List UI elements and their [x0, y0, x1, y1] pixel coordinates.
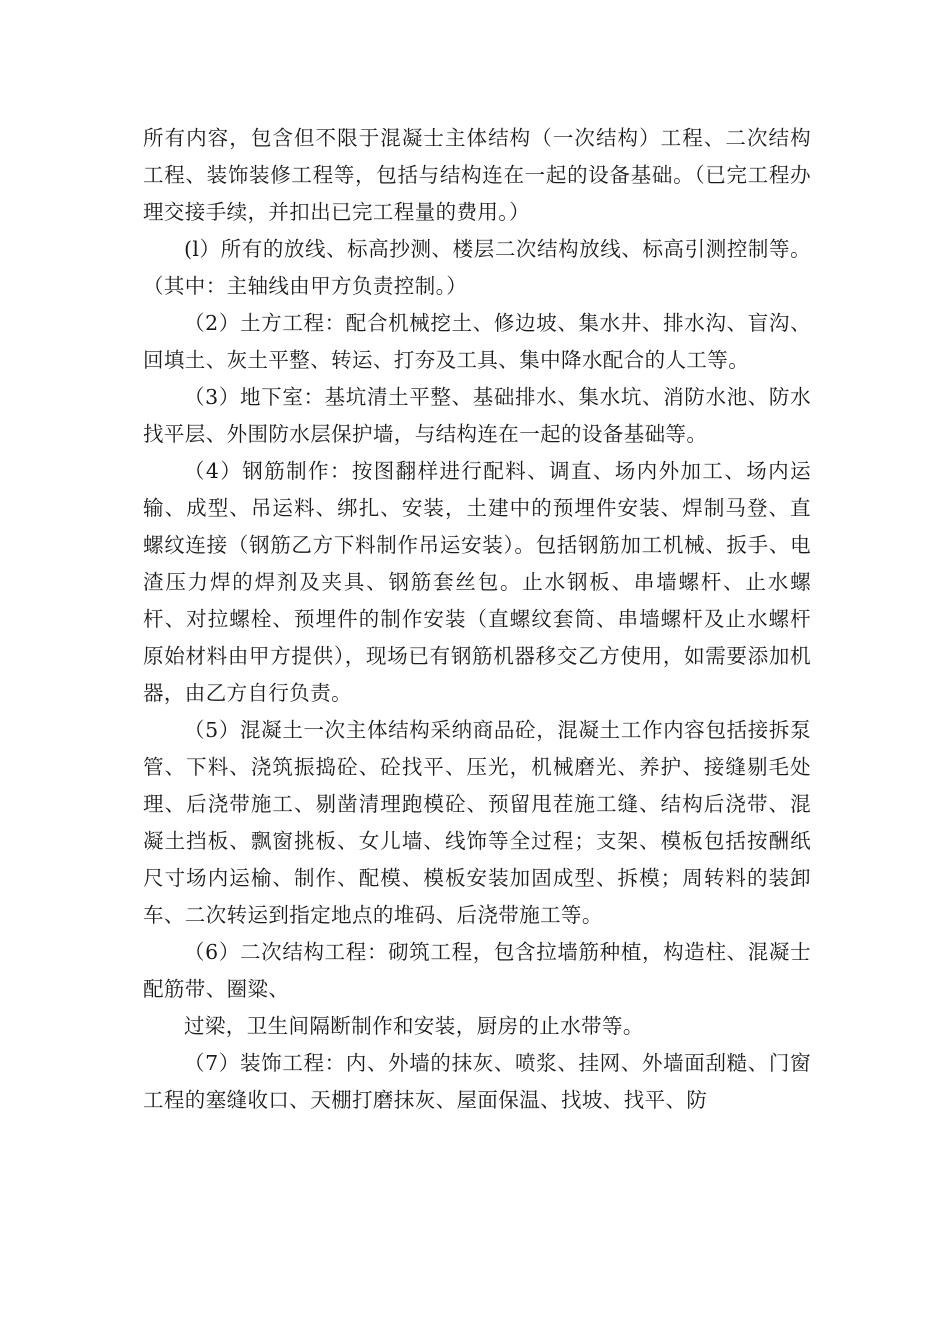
paragraph-item-4-rebar: （4）钢筋制作：按图翻样进行配料、调直、场内外加工、场内运输、成型、吊运料、绑扎、安装，土建中的预埋件安装、焊制马登、直螺纹连接（钢筋乙方下料制作吊运安装）。包括钢筋加工机械、扳手、电渣压力焊的焊剂及夹具、钢筋套丝包。止水钢板、串墙螺杆、止水螺杆、对拉螺栓、预埋件的制作安装（直螺纹套筒、串墙螺杆及止水螺杆原始材料由甲方提供），现场已有钢筋机器移交乙方使用，如需要添加机器，由乙方自行负责。	[143, 459, 811, 705]
document-body	[143, 120, 811, 1119]
paragraph-item-7-decoration: （7）装饰工程：内、外墙的抹灰、喷浆、挂网、外墙面刮糙、门窗工程的塞缝收口、天棚打磨抹灰、屋面保温、找坡、找平、防	[143, 1051, 811, 1112]
paragraph-item-6-continued: 过梁，卫生间隔断制作和安装，厨房的止水带等。	[184, 1014, 644, 1038]
paragraph-item-2-earthwork: （2）土方工程：配合机械挖土、修边坡、集水井、排水沟、盲沟、回填土、灰土平整、转运、打夯及工具、集中降水配合的人工等。	[143, 311, 811, 372]
paragraph-scope: 所有内容，包含但不限于混凝士主体结构（一次结构）工程、二次结构工程、装饰装修工程等，包括与结构连在一起的设备基础。（已完工程办理交接手续，并扣出已完工程量的费用。）	[143, 126, 811, 224]
paragraph-item-5-concrete: （5）混凝土一次主体结构采纳商品砼，混凝土工作内容包括接拆泵管、下料、浇筑振捣砼、砼找平、压光，机械磨光、养护、接缝剔毛处理、后浇带施工、剔凿清理跑模砼、预留甩茬施工缝、结构后浇带、混凝土挡板、飘窗挑板、女儿墙、线饰等全过程；支架、模板包括按酬纸尺寸场内运榆、制作、配模、模板安装加固成型、拆模；周转料的装卸车、二次转运到指定地点的堆码、后浇带施工等。	[143, 718, 811, 927]
paragraph-item-3-basement: （3）地下室：基坑清土平整、基础排水、集水坑、消防水池、防水找平层、外围防水层保护墙，与结构连在一起的设备基础等。	[143, 385, 811, 446]
paragraph-item-6-secondary-structure: （6）二次结构工程：砌筑工程，包含拉墙筋种植，构造柱、混凝士配筋带、圈粱、	[143, 940, 811, 1001]
paragraph-item-1-surveying: (l）所有的放线、标高抄测、楼层二次结构放线、标高引测控制等。（其中：主轴线由甲方负责控制。）	[143, 237, 811, 298]
